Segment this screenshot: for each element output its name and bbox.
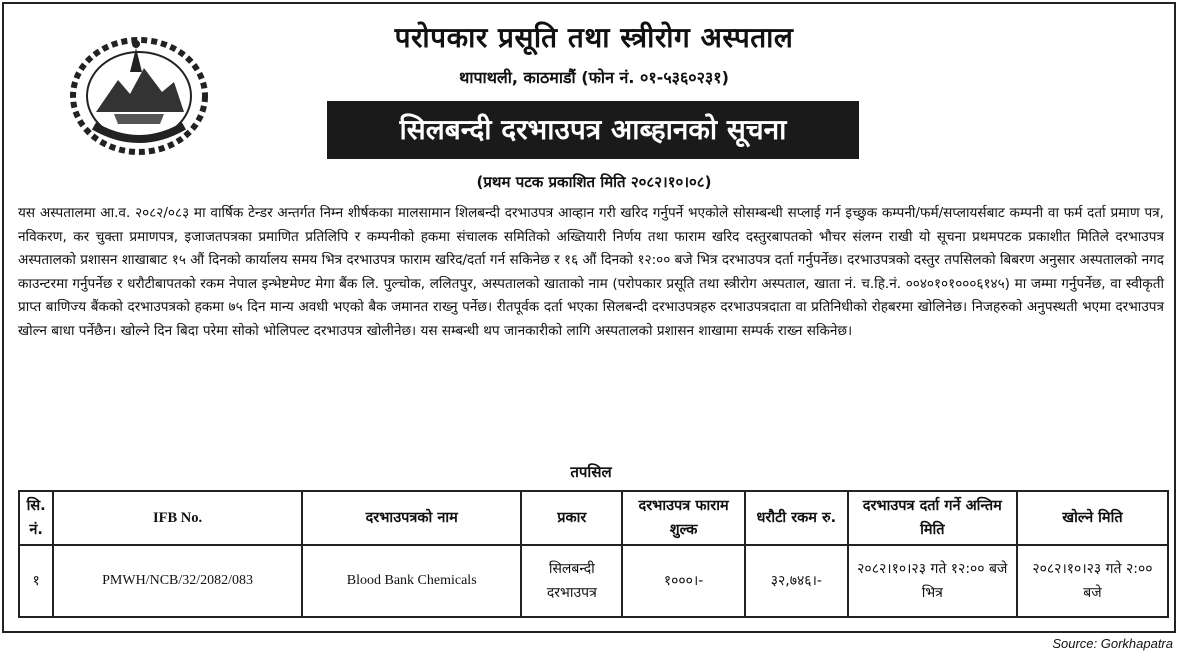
schedule-heading: तपसिल bbox=[570, 463, 612, 481]
cell-opening: २०८२।१०।२३ गते २:०० बजे bbox=[1017, 545, 1168, 617]
publication-date: (प्रथम पटक प्रकाशित मिति २०८२।१०।०८) bbox=[476, 173, 712, 191]
notice-body: यस अस्पतालमा आ.व. २०८२/०८३ मा वार्षिक टेन्डर अन्तर्गत निम्न शीर्षकका मालसामान शिलबन्दी दरभाउपत्र आव्हान गरी खरिद गर्नुपर्ने भएकोले सोसम्बन्धी सप्लाई गर्न इच्छुक कम्पनी/फर्म/सप्लायर्सबाट कम्पनी वा फर्म दर्ता प्रमाण पत्र, नविकरण, कर चुक्ता प्रमाणपत्र, इजाजतपत्रका प्रमाणित प्रतिलिपि र कम्पनीको हकमा संचालक समितिको अख्तियारी निर्णय तथा फाराम खरिद दस्तुरबापतको भौचर संलग्न राखी यो सूचना प्रथमपटक प्रकाशीत मितिले दरभाउपत्र अस्पतालको प्रशासन शाखाबाट १५ औं दिनको कार्यालय समय भित्र दरभाउपत्र फाराम खरिद/दर्ता गर्न सकिनेछ र १६ औं दिनको १२:०० बजे भित्र दरभाउपत्र दर्ता गर्नुपर्नेछ। दरभाउपत्रको दस्तुर तपसिलको बिबरण अनुसार अस्पतालको नगद काउन्टरमा गर्नुपर्नेछ र धरौटीबापतको रकम नेपाल इन्भेष्टमेण्ट मेगा बैंक लि. पुल्चोक, ललितपुर, अस्पतालको खाताको नाम (परोपकार प्रसूति तथा स्त्रीरोग अस्पताल, खाता नं. च.हि.नं. ००४०१०१०००६१४५) मा जम्मा गर्नुपर्नेछ, वा स्वीकृती प्राप्त बाणिज्य बैंकको दरभाउपत्रको हकमा ७५ दिन मान्य अवधी भएको बैक जमानत राख्नु पर्नेछ। रीतपूर्वक दर्ता भएका सिलबन्दी दरभाउपत्रहरु दरभाउपत्रदाता वा प्रतिनिधीको रोहबरमा खोलिनेछ। निजहरुको अनुपस्थती भएमा दरभाउपत्र खोल्न बाधा पर्नेछैन। खोल्ने दिन बिदा परेमा सोको भोलिपल्ट दरभाउपत्र खोलीनेछ। यस सम्बन्धी थप जानकारीको लागि अस्पतालको प्रशासन शाखामा सम्पर्क राख्न सकिनेछ। bbox=[18, 205, 1164, 339]
cell-type: सिलबन्दी दरभाउपत्र bbox=[521, 545, 622, 617]
col-header-fee: दरभाउपत्र फाराम शुल्क bbox=[622, 491, 745, 545]
cell-sn: १ bbox=[19, 545, 53, 617]
source-credit: Source: Gorkhapatra bbox=[1052, 636, 1173, 651]
col-header-ifb: IFB No. bbox=[53, 491, 302, 545]
col-header-name: दरभाउपत्रको नाम bbox=[302, 491, 522, 545]
cell-name: Blood Bank Chemicals bbox=[302, 545, 522, 617]
table-row bbox=[19, 545, 1168, 617]
nepal-emblem-icon bbox=[66, 34, 212, 156]
schedule-table bbox=[18, 490, 1169, 618]
col-header-deadline: दरभाउपत्र दर्ता गर्ने अन्तिम मिति bbox=[848, 491, 1017, 545]
notice-title: सिलबन्दी दरभाउपत्र आब्हानको सूचना bbox=[327, 101, 859, 159]
table-header-row bbox=[19, 491, 1168, 545]
hospital-address: थापाथली, काठमाडौं (फोन नं. ०१-५३६०२३१) bbox=[459, 68, 729, 87]
col-header-type: प्रकार bbox=[521, 491, 622, 545]
col-header-sn: सि. नं. bbox=[19, 491, 53, 545]
col-header-deposit: धरौटी रकम रु. bbox=[745, 491, 848, 545]
cell-deposit: ३२,७४६।- bbox=[745, 545, 848, 617]
col-header-opening: खोल्ने मिति bbox=[1017, 491, 1168, 545]
cell-fee: १०००।- bbox=[622, 545, 745, 617]
hospital-name: परोपकार प्रसूति तथा स्त्रीरोग अस्पताल bbox=[394, 21, 794, 54]
cell-ifb: PMWH/NCB/32/2082/083 bbox=[53, 545, 302, 617]
notice-document bbox=[2, 2, 1176, 633]
cell-deadline: २०८२।१०।२३ गते १२:०० बजे भित्र bbox=[848, 545, 1017, 617]
